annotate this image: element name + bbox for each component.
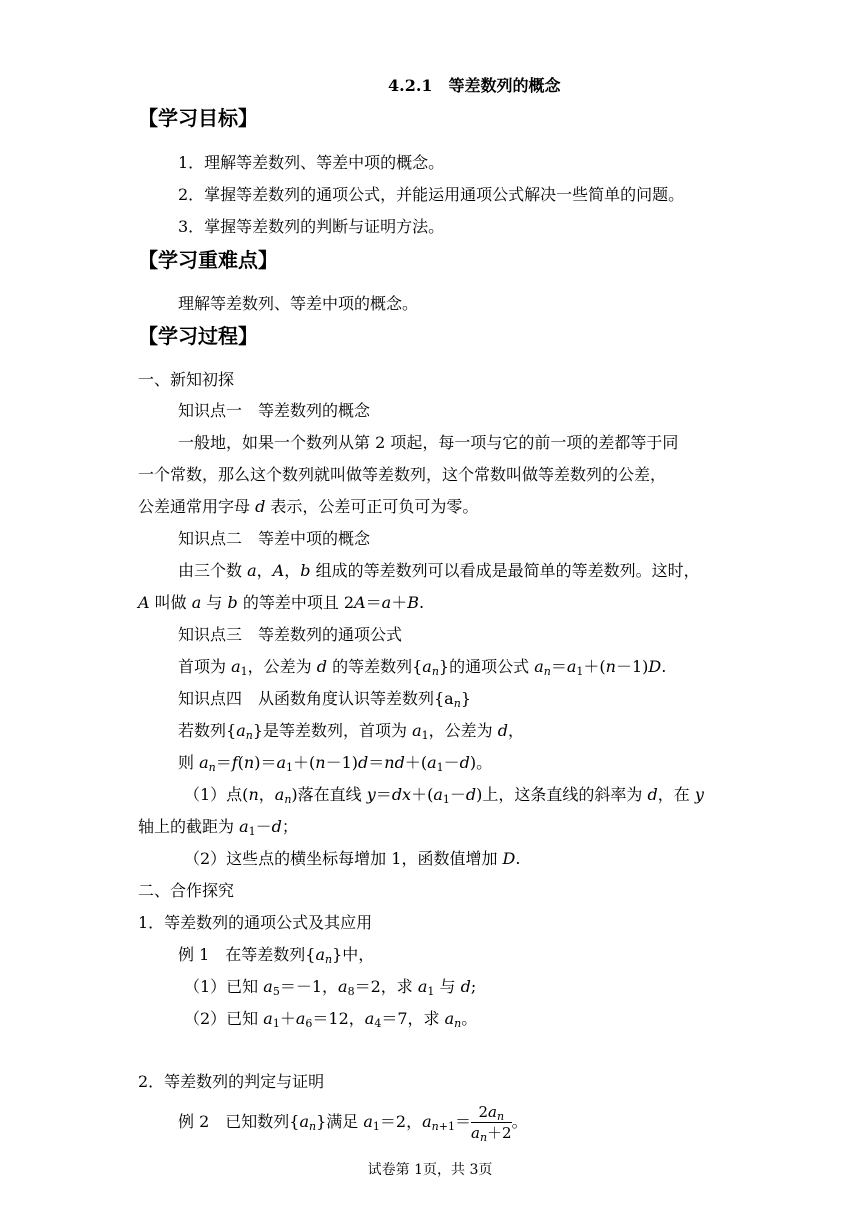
k2-title: 知识点二 等差中项的概念 (178, 529, 371, 548)
k4-item1: （1）点(n，$a_n$)落在直线 $y=dx+(a_1-d)$上，这条直线的斜率为 d，在 y (184, 785, 704, 806)
k1-line2: 一个常数，那么这个数列就叫做等差数列，这个常数叫做等差数列的公差， (138, 465, 667, 484)
k2-line2: A 叫做 a 与 b 的等差中项且 2A＝a＋B. (138, 593, 425, 612)
k2-line1: 由三个数 a，A，b 组成的等差数列可以看成是最简单的等差数列。这时， (178, 561, 700, 580)
sub-heading-2: 2．等差数列的判定与证明 (138, 1072, 325, 1091)
example-2: 例 2 已知数列$\{a_n\}$满足 $a_1=2$，$a_{n+1}=$ $\frac{2a_n}{a_n+2}$ 。 (178, 1103, 528, 1144)
page-title: 4.2.1 等差数列的概念 (388, 76, 561, 95)
goal-3: 3．掌握等差数列的判断与证明方法。 (178, 217, 445, 236)
k1-line3: 公差通常用字母 d 表示，公差可正可负可为零。 (138, 497, 479, 516)
k4-item1-cont: 轴上的截距为 $a_1-d$； (138, 817, 298, 838)
section-process: 【学习过程】 (138, 324, 258, 348)
sub-heading-1: 1．等差数列的通项公式及其应用 (138, 913, 373, 932)
page-footer: 试卷第 1页，共 3页 (367, 1162, 493, 1178)
goal-1: 1．理解等差数列、等差中项的概念。 (178, 153, 445, 172)
part1-heading: 一、新知初探 (138, 370, 235, 389)
goal-2: 2．掌握等差数列的通项公式，并能运用通项公式解决一些简单的问题。 (178, 185, 685, 204)
k1-title: 知识点一 等差数列的概念 (178, 401, 371, 420)
k4-line1: 若数列$\{a_n\}$是等差数列，首项为 $a_1$，公差为 d， (178, 721, 525, 742)
key-text: 理解等差数列、等差中项的概念。 (178, 294, 419, 313)
k4-line2: 则 $a_n=f(n)=a_1+(n-1)d=nd+(a_1-d)$。 (178, 753, 493, 774)
section-key: 【学习重难点】 (138, 248, 278, 272)
example-1-q2: （2）已知 $a_1+a_6=12$，$a_4=7$，求 $a_n$。 (184, 1009, 478, 1030)
k4-title: 知识点四 从函数角度认识等差数列$\{a_n\}$ (178, 689, 472, 710)
k3-line1: 首项为 $a_1$，公差为 d 的等差数列$\{a_n\}$的通项公式 $a_n=a_1+(n-1)D$. (178, 657, 667, 678)
k3-title: 知识点三 等差数列的通项公式 (178, 625, 403, 644)
part2-heading: 二、合作探究 (138, 881, 235, 900)
example-1: 例 1 在等差数列$\{a_n\}$中， (178, 945, 375, 966)
section-goals: 【学习目标】 (138, 106, 258, 130)
fraction: $\frac{2a_n}{a_n+2}$ (470, 1103, 512, 1144)
example-1-q1: （1）已知 $a_5=-1$，$a_8=2$，求 $a_1$ 与 d; (184, 977, 477, 998)
k1-line1: 一般地，如果一个数列从第 2 项起，每一项与它的前一项的差都等于同 (178, 433, 679, 452)
k4-item2: （2）这些点的横坐标每增加 1，函数值增加 D. (184, 849, 521, 868)
